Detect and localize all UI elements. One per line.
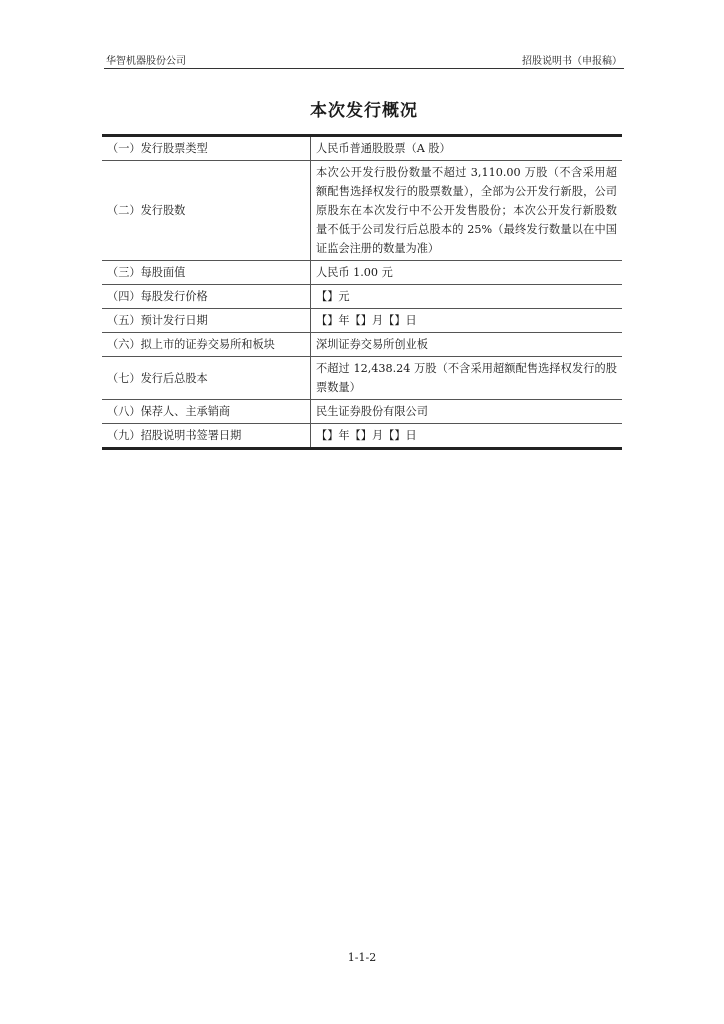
row-label: （三）每股面值 xyxy=(102,261,311,285)
row-value: 【】年【】月【】日 xyxy=(311,424,623,448)
offering-summary-table xyxy=(102,134,622,450)
row-label: （七）发行后总股本 xyxy=(102,357,311,400)
row-label: （二）发行股数 xyxy=(102,161,311,261)
row-value: 【】年【】月【】日 xyxy=(311,309,623,333)
table-row xyxy=(102,137,622,161)
table-row xyxy=(102,357,622,400)
row-label: （五）预计发行日期 xyxy=(102,309,311,333)
row-label: （六）拟上市的证券交易所和板块 xyxy=(102,333,311,357)
page-header xyxy=(104,50,624,69)
header-company: 华智机器股份公司 xyxy=(106,56,186,67)
row-value: 人民币 1.00 元 xyxy=(311,261,623,285)
table-row xyxy=(102,285,622,309)
row-value: 人民币普通股股票（A 股） xyxy=(311,137,623,161)
page-title: 本次发行概况 xyxy=(310,101,418,121)
table-row xyxy=(102,400,622,424)
row-value: 本次公开发行股份数量不超过 3,110.00 万股（不含采用超额配售选择权发行的股票数量），全部为公开发行新股，公司原股东在本次发行中不公开发售股份；本次公开发行新股数量不低于公司发行后总股本的 25%（最终发行数量以在中国证监会注册的数量为准） xyxy=(311,161,623,261)
row-value: 不超过 12,438.24 万股（不含采用超额配售选择权发行的股票数量） xyxy=(311,357,623,400)
page-number: 1-1-2 xyxy=(347,951,377,964)
table-row xyxy=(102,309,622,333)
table-row xyxy=(102,424,622,448)
row-label: （一）发行股票类型 xyxy=(102,137,311,161)
row-value: 深圳证券交易所创业板 xyxy=(311,333,623,357)
table-row xyxy=(102,333,622,357)
row-label: （四）每股发行价格 xyxy=(102,285,311,309)
header-doc-type: 招股说明书（申报稿） xyxy=(522,56,622,67)
row-label: （八）保荐人、主承销商 xyxy=(102,400,311,424)
row-label: （九）招股说明书签署日期 xyxy=(102,424,311,448)
row-value: 民生证券股份有限公司 xyxy=(311,400,623,424)
table-row xyxy=(102,161,622,261)
table-row xyxy=(102,261,622,285)
row-value: 【】元 xyxy=(311,285,623,309)
